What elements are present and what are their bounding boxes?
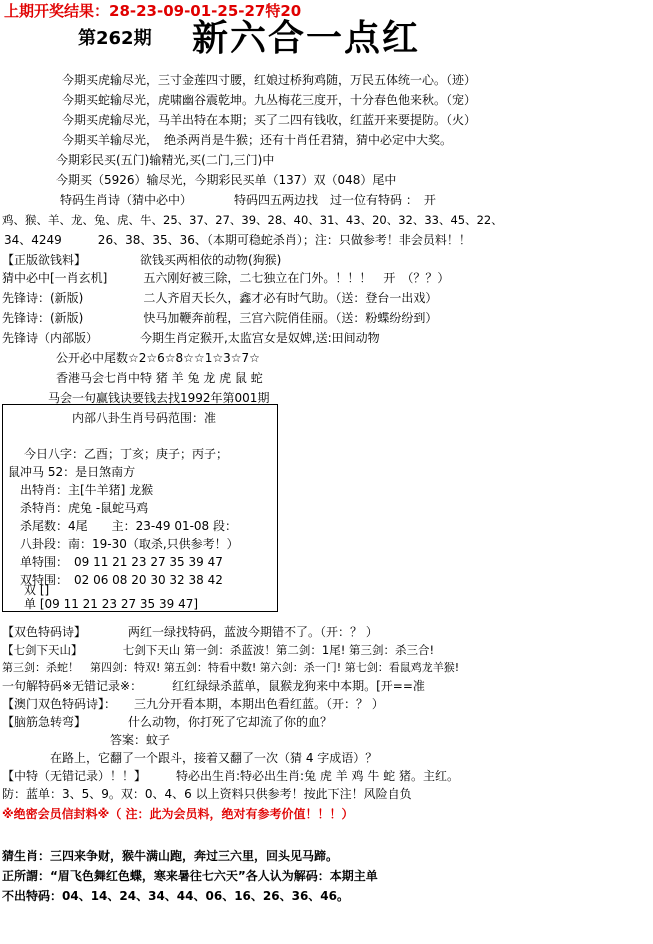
last-result: 上期开奖结果：28-23-09-01-25-27特20	[4, 2, 302, 20]
page-title: 新六合一点红	[192, 17, 421, 59]
lower-line: 【脑筋急转弯】 什么动物，你打死了它却流了你的血？	[2, 715, 333, 729]
poem-line: 今期买（5926）输尽光，今期彩民买单（137）双（048）尾中	[56, 173, 397, 187]
section-line: 【正版欲钱料】 欲钱买两相依的动物(狗猴)	[2, 253, 282, 267]
lower-line: ※绝密会员信封料※（ 注：此为会员料，绝对有参考价值！！！）	[2, 807, 354, 821]
lower-line: 在路上，它翻了一个跟斗，接着又翻了一次（猜 4 字成语）？	[2, 751, 378, 765]
section-line: 马会一句赢钱诀要钱去找1992年第001期	[48, 391, 270, 405]
section-line: 公开必中尾数☆2☆6☆8☆☆1☆3☆7☆	[56, 351, 260, 365]
poem-line: 今期买羊输尽光， 绝杀两肖是牛猴；还有十肖任君猜，猜中必定中大奖。	[62, 133, 453, 147]
box-te: 出特肖：主[牛羊猪] 龙猴	[20, 483, 154, 497]
lower-line: 【中特（无错记录）！！】 特必出生肖:特必出生肖:兔 虎 羊 鸡 牛 蛇 猪。主红。	[2, 769, 459, 783]
box-shuang-fw: 双特围： 02 06 08 20 30 32 38 42	[20, 573, 223, 587]
poem-line: 今期买蛇输尽光，虎啸幽谷震乾坤。九丛梅花三度开，十分春色他来秋。（宠）	[62, 93, 477, 107]
box-sha: 杀特肖：虎兔 -鼠蛇马鸡	[20, 501, 149, 515]
poem-line: 特码生肖诗（猜中必中） 特码四五两边找 过一位有特码 ： 开	[60, 193, 436, 207]
lower-line: 答案：蚊子	[2, 733, 171, 747]
number-list: 鸡、猴、羊、龙、兔、虎、牛、25、37、27、39、28、40、31、43、20、32、33、45、22、	[2, 213, 503, 227]
issue-number: 第262期	[78, 28, 152, 49]
footer-line: 猜生肖：三四来争财，猴牛满山跑，奔过三六里，回头见马蹄。	[2, 849, 339, 863]
box-shuang: 双 []	[24, 583, 50, 597]
box-dan-fw: 单特围： 09 11 21 23 27 35 39 47	[20, 555, 223, 569]
section-line: 先锋诗（内部版） 今期生肖定猴开,太监宫女是奴婢,送:田间动物	[2, 331, 380, 345]
box-bazi: 今日八字：乙酉；丁亥；庚子；丙子；	[24, 447, 229, 461]
section-line: 先锋诗：(新版) 快马加鞭奔前程，三宫六院俏佳丽。（送：粉蝶纷纷到）	[2, 311, 438, 325]
box-bagua: 八卦段：南：19-30（取杀,只供参考！）	[20, 537, 239, 551]
footer-line: 正所謂：“眉飞色舞红色蝶，寒来暑往七六天”各人认为解码：本期主单	[2, 869, 378, 883]
box-dan: 单 [09 11 21 23 27 35 39 47]	[24, 597, 199, 611]
section-line: 香港马会七肖中特 猪 羊 兔 龙 虎 鼠 蛇	[56, 371, 263, 385]
lower-line: 【双色特码诗】 两红一绿找特码，蓝波今期错不了。（开：？ ）	[2, 625, 378, 639]
section-line: 先锋诗：(新版) 二人齐眉天长久，鑫才必有时气助。（送：登台一出戏）	[2, 291, 438, 305]
box-chongsha: 鼠冲马 52：是日煞南方	[8, 465, 136, 479]
footer-line: 不出特码：04、14、24、34、44、06、16、26、36、46。	[2, 889, 349, 903]
poem-line: 今期彩民买(五门)输精光,买(二门,三门)中	[56, 153, 275, 167]
poem-line: 今期买虎输尽光，三寸金莲四寸腰，红娘过桥狗鸡随，万民五体统一心。（迹）	[62, 73, 477, 87]
box-shashu: 杀尾数：4尾 主：23-49 01-08 段：	[20, 519, 238, 533]
lower-line: 第三剑：杀蛇！ 第四剑：特双! 第五剑：特看中数! 第六剑：杀一门! 第七剑：看鼠鸡龙羊猴!	[2, 661, 460, 674]
lower-line: 【澳门双色特码诗】： 三九分开看本期，本期出色看红蓝。（开：？ ）	[2, 697, 384, 711]
box-title: 内部八卦生肖号码范围：准	[72, 411, 217, 425]
lower-line: 防：蓝单：3、5、9。双：0、4、6 以上资料只供参考！按此下注！风险自负	[2, 787, 412, 801]
section-line: 猜中必中[一肖玄机] 五六刚好被三除，二七独立在门外。！！！ 开 （？？）	[2, 271, 450, 285]
number-list-cont: 34、4249 26、38、35、36、（本期可稳蛇杀肖）；注：只做参考！非会员料！！	[4, 233, 471, 247]
poem-line: 今期买虎输尽光，马羊出特在本期；买了二四有钱收，红蓝开来要提防。（火）	[62, 113, 477, 127]
lower-line: 【七剑下天山】 七剑下天山 第一剑：杀蓝波！第二剑：1尾! 第三剑：杀三合!	[2, 643, 435, 657]
lower-line: 一句解特码※无错记录※： 红红绿绿杀蓝单，鼠猴龙狗来中本期。[开==准	[2, 679, 425, 693]
